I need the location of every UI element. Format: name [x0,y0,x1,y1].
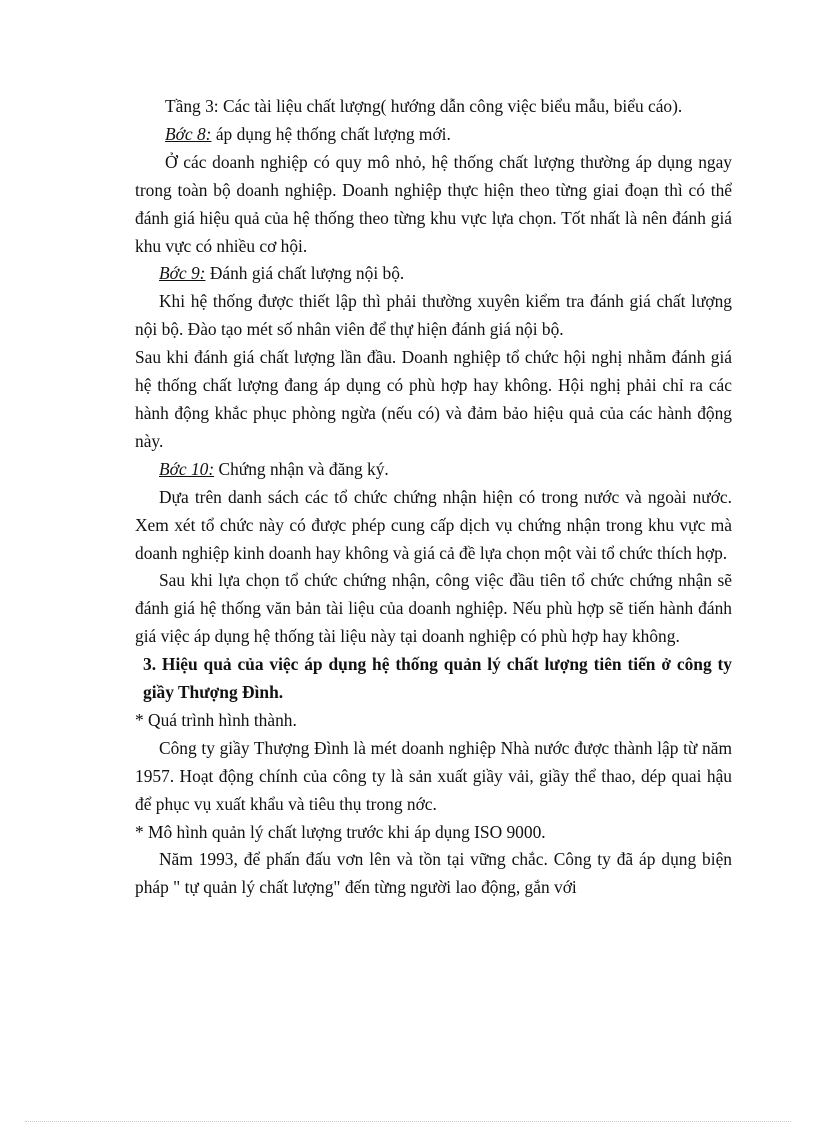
step-10-label: Bớc 10: [159,458,215,479]
paragraph-certification-list: Dựa trên danh sách các tổ chức chứng nhận hiện có trong nước và ngoài nước. Xem xét tổ chức này có được phép cung cấp dịch vụ chứng nhận trong khu vực mà doanh nghiệp kinh doanh hay không và giá cả đề lựa chọn một vài tổ chức thích hợp. [135,486,732,563]
step-9-line [135,260,732,288]
step-10-text: Chứng nhận và đăng ký. [214,458,389,479]
paragraph-company: Công ty giầy Thượng Đình là mét doanh nghiệp Nhà nước được thành lập từ năm 1957. Hoạt động chính của công ty là sản xuất giầy vải, giầy thể thao, dép quai hậu để phục vụ xuất khẩu và tiêu thụ trong nớc. [135,737,732,814]
step-8-label: Bớc 8: [165,123,212,144]
paragraph-small-business: Ở các doanh nghiệp có quy mô nhỏ, hệ thống chất lượng thường áp dụng ngay trong toàn bộ doanh nghiệp. Doanh nghiệp thực hiện theo từng giai đoạn thì có thể đánh giá hiệu quả của hệ thống theo từng khu vực lựa chọn. Tốt nhất là nên đánh giá khu vực có nhiều cơ hội. [135,151,732,256]
bullet-formation: * Quá trình hình thành. [135,709,297,730]
page-bottom-divider [25,1121,791,1122]
step-10-line [135,456,732,484]
paragraph-certification-select: Sau khi lựa chọn tổ chức chứng nhận, công việc đầu tiên tổ chức chứng nhận sẽ đánh giá hệ thống văn bản tài liệu của doanh nghiệp. Nếu phù hợp sẽ tiến hành đánh giá việc áp dụng hệ thống tài liệu này tại doanh nghiệp có phù hợp hay không. [135,570,732,647]
document-page [135,93,732,902]
step-8-text: áp dụng hệ thống chất lượng mới. [211,123,451,144]
bullet-quality-model: * Mô hình quản lý chất lượng trước khi áp dụng ISO 9000. [135,821,546,842]
step-9-text: Đánh giá chất lượng nội bộ. [205,263,405,284]
paragraph-tier3: Tầng 3: Các tài liệu chất lượng( hướng dẫn công việc biểu mẫu, biểu cáo). [165,96,683,116]
section-3-heading: 3. Hiệu quả của việc áp dụng hệ thống quản lý chất lượng tiên tiến ở công ty giầy Thượng Đình. [143,654,732,703]
paragraph-after-first-evaluation: Sau khi đánh giá chất lượng lần đầu. Doanh nghiệp tổ chức hội nghị nhằm đánh giá hệ thống chất lượng đang áp dụng có phù hợp hay không. Hội nghị phải chỉ ra các hành động khắc phục phòng ngừa (nếu có) và đảm bảo hiệu quả của các hành động này. [135,347,732,451]
step-9-label: Bớc 9: [159,263,206,284]
paragraph-1993: Năm 1993, để phấn đấu vơn lên và tồn tại vững chắc. Công ty đã áp dụng biện pháp " tự quản lý chất lượng" đến từng người lao động, gắn với [135,849,732,898]
step-8-line [135,121,732,149]
paragraph-internal-evaluation: Khi hệ thống được thiết lập thì phải thường xuyên kiểm tra đánh giá chất lượng nội bộ. Đào tạo mét số nhân viên để thự hiện đánh giá nội bộ. [135,291,732,340]
